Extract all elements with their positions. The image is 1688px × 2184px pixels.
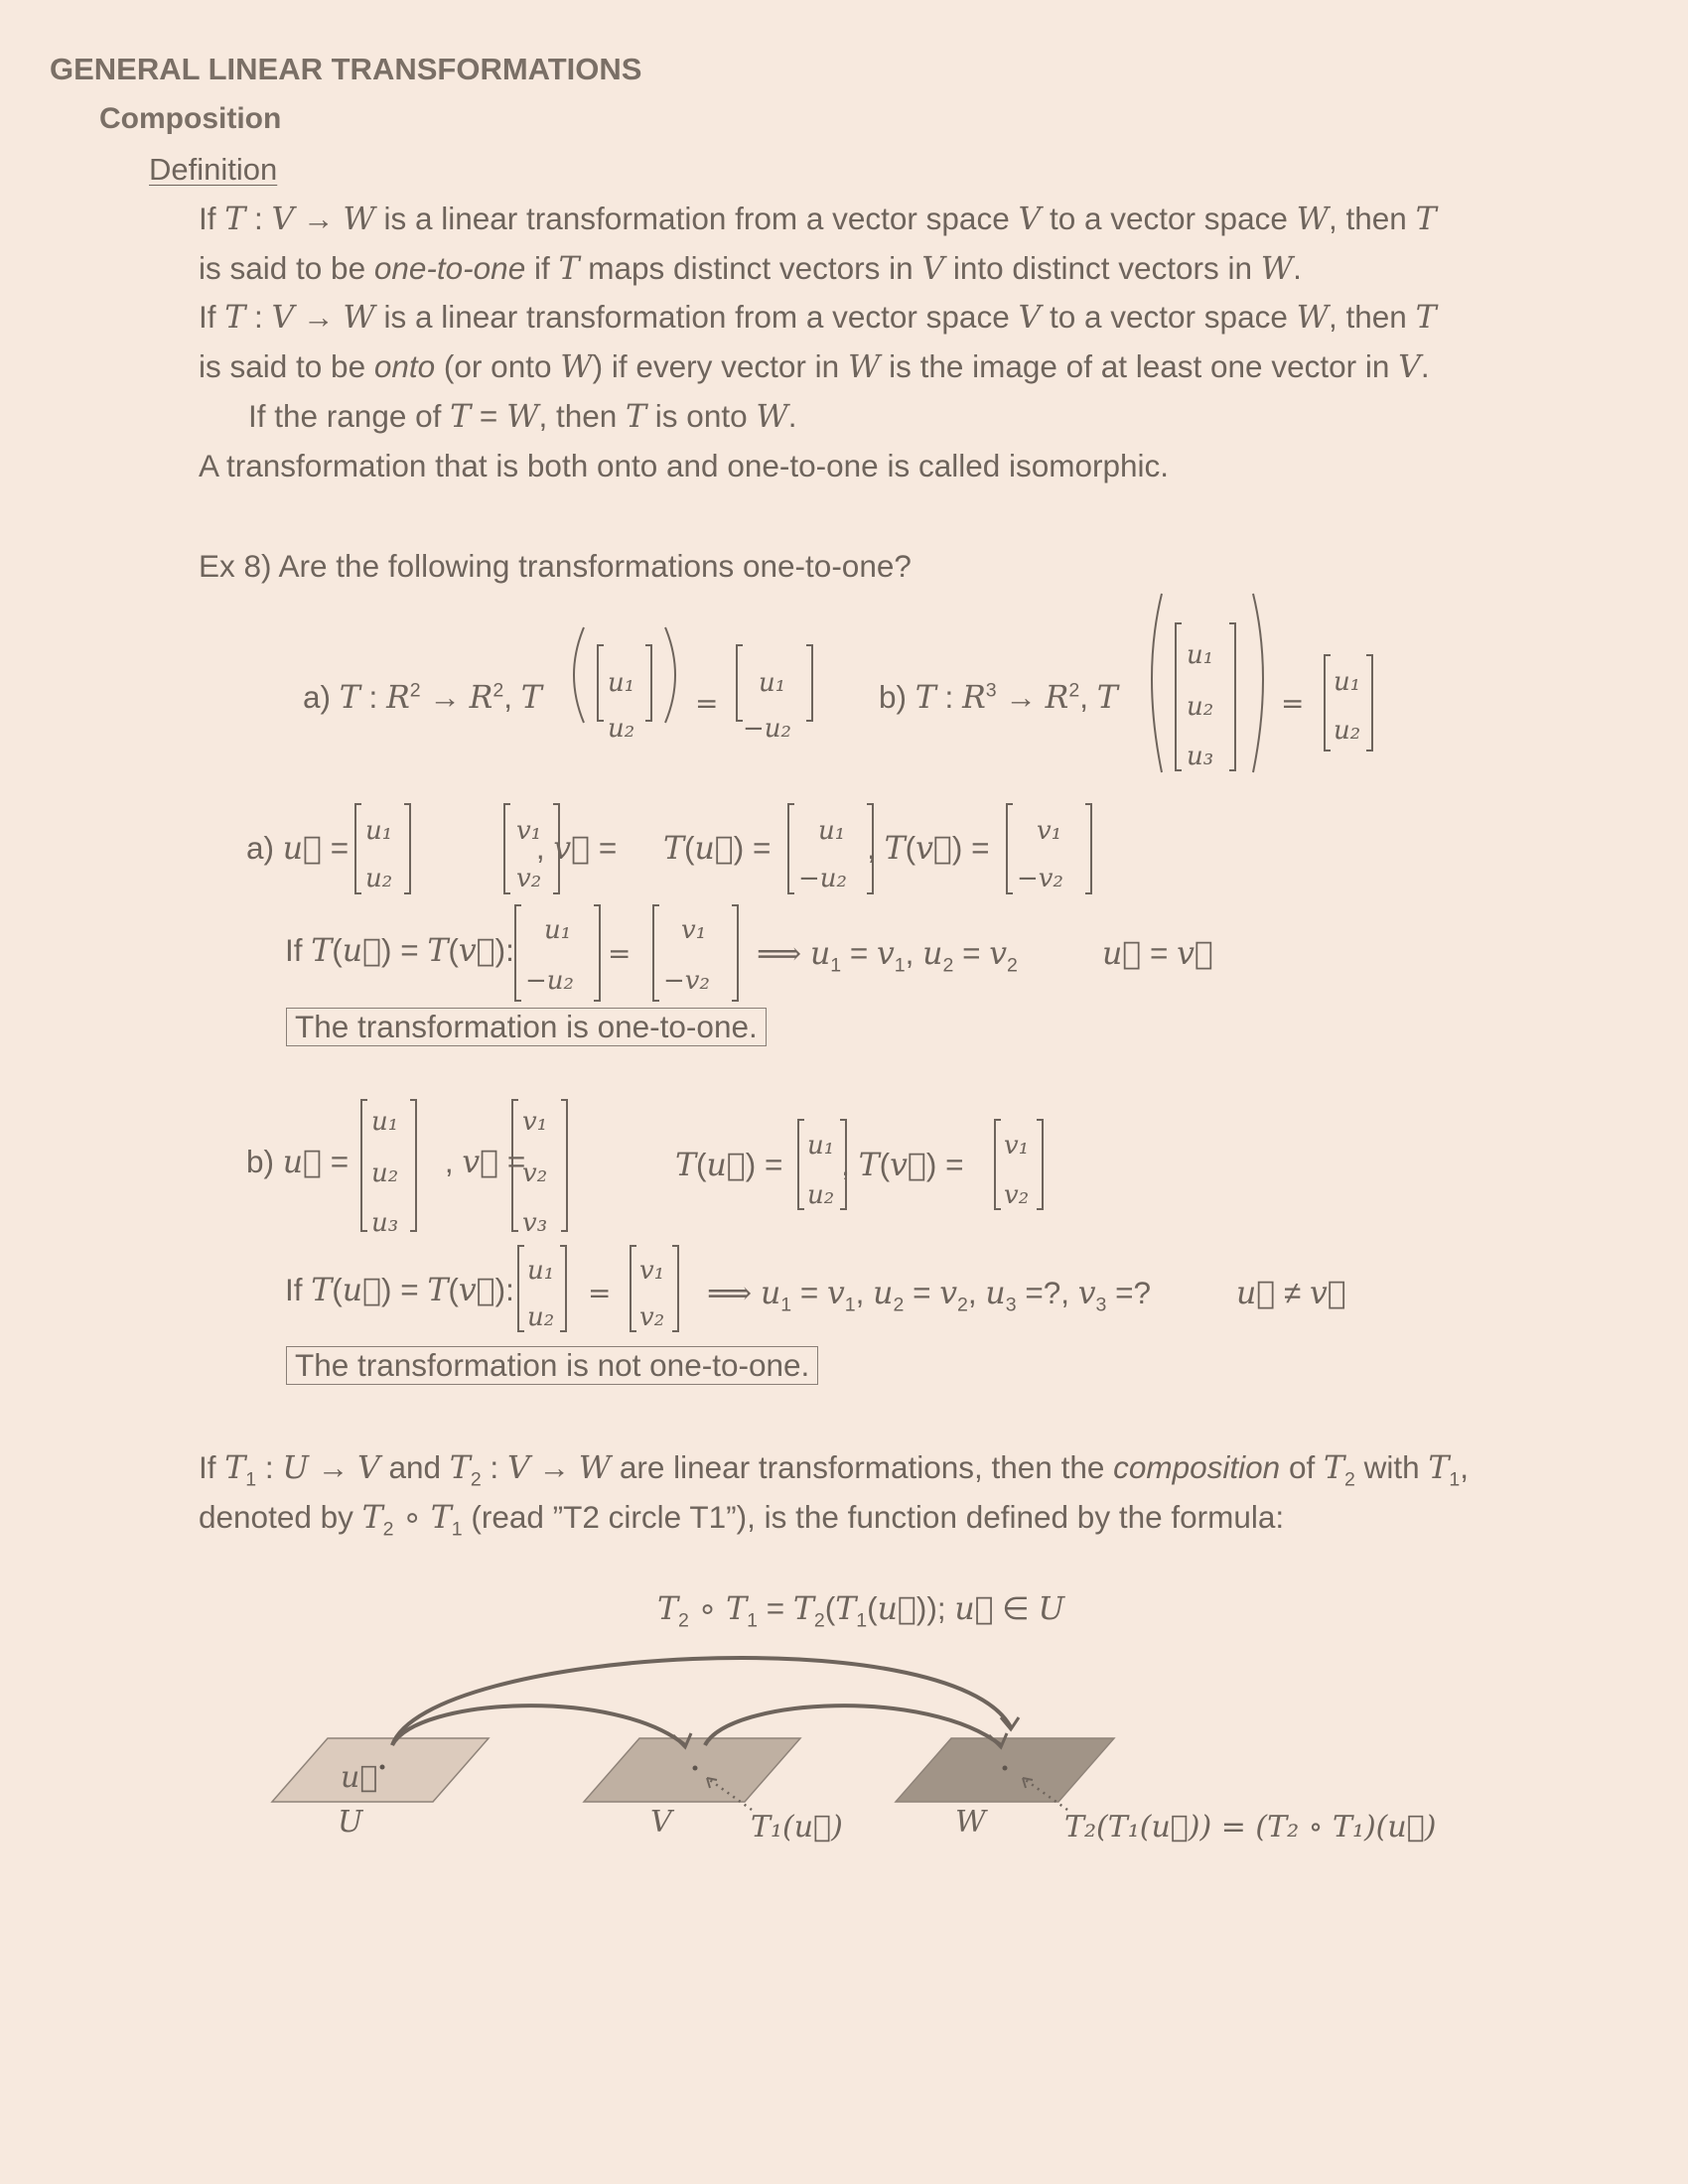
svg-text:u₁: u₁ [1187, 640, 1214, 670]
svg-text:v₂: v₂ [1004, 1180, 1030, 1210]
composition-formula: $T_2$ ∘ $T_1$ = $T_2(T_1(u⃗))$; u⃗ ∈ U [657, 1590, 1065, 1632]
solution-a-result: u⃗ = v⃗ [1102, 935, 1213, 972]
composition-diagram [0, 1648, 1688, 1866]
svg-text:−u₂: −u₂ [798, 864, 847, 893]
svg-text:u₁: u₁ [818, 816, 846, 846]
svg-text:u₁: u₁ [1334, 667, 1361, 697]
svg-text:u₁: u₁ [371, 1107, 399, 1137]
plane-U [272, 1738, 489, 1802]
svg-text:u₃: u₃ [1187, 742, 1214, 771]
solution-b-images: T(u⃗) = , T(v⃗) = [675, 1147, 964, 1183]
svg-text:−u₂: −u₂ [525, 966, 574, 996]
svg-text:v₂: v₂ [639, 1302, 665, 1332]
svg-text:−v₂: −v₂ [663, 966, 710, 996]
svg-text:v₁: v₁ [522, 1107, 548, 1137]
u-vector-label: u⃗ [341, 1760, 378, 1795]
T2-T1-u-label: T₂(T₁(u⃗)) = (T₂ ∘ T₁)(u⃗) [1064, 1810, 1437, 1844]
svg-text:u₂: u₂ [807, 1180, 835, 1210]
svg-text:=: = [608, 937, 632, 970]
solution-a-conclusion: The transformation is one-to-one. [286, 1008, 767, 1046]
svg-text:v₁: v₁ [516, 816, 542, 846]
svg-text:u₁: u₁ [527, 1256, 555, 1286]
example-a-map: a) T : $R^2 \to R^2$, T [303, 679, 542, 716]
space-W-label: W [955, 1805, 986, 1840]
composition-definition-line1: If $T_1$ : U → V and $T_2$ : V → W are linear transformations, then the composition of $T_2$ with $T_1$, [199, 1449, 1470, 1491]
svg-text:v₂: v₂ [522, 1159, 548, 1188]
svg-text:u₁: u₁ [544, 915, 572, 945]
example-b-map: b) T : $R^3 \to R^2$, T [879, 679, 1118, 716]
svg-text:−u₂: −u₂ [743, 714, 791, 744]
svg-text:=: = [695, 687, 719, 720]
svg-text:−v₂: −v₂ [1017, 864, 1063, 893]
definition-onto-line3: If the range of T = W, then T is onto W. [248, 398, 797, 435]
svg-text:u₂: u₂ [527, 1302, 555, 1332]
subsection-heading: Definition [149, 152, 278, 187]
space-U-label: U [338, 1805, 363, 1840]
svg-text:u₂: u₂ [608, 714, 635, 744]
svg-text:u₁: u₁ [365, 816, 393, 846]
svg-text:u₂: u₂ [1334, 716, 1361, 746]
definition-onto-line1: If T : V → W is a linear transformation from a vector space V to a vector space W, then T [199, 299, 1437, 336]
definition-one-to-one-line1: If T : V → W is a linear transformation from a vector space V to a vector space W, then T [199, 201, 1437, 237]
example-statements [0, 586, 1688, 784]
svg-text:v₂: v₂ [516, 864, 542, 893]
example-question: Ex 8) Are the following transformations one-to-one? [199, 548, 912, 584]
example-a-label: a) [303, 679, 332, 715]
solution-b-vectors: b) u⃗ = , v⃗ = [246, 1144, 526, 1180]
solution-a-if: If T(u⃗) = T(v⃗): [285, 932, 514, 969]
svg-text:u₁: u₁ [807, 1131, 835, 1160]
svg-text:u₂: u₂ [1187, 692, 1214, 722]
svg-text:u₃: u₃ [371, 1208, 399, 1238]
svg-text:v₃: v₃ [522, 1208, 548, 1238]
arrow-composition [392, 1658, 1011, 1745]
svg-text:u₂: u₂ [365, 864, 393, 893]
solution-b-implication: ⟹ $u_1 = v_1$, $u_2 = v_2$, $u_3$ =?, $v_3$ =? [707, 1275, 1152, 1316]
isomorphic-statement: A transformation that is both onto and one-to-one is called isomorphic. [199, 448, 1170, 483]
definition-one-to-one-line2: is said to be one-to-one if T maps distinct vectors in V into distinct vectors in W. [199, 250, 1302, 287]
svg-text:u₁: u₁ [608, 668, 635, 698]
solution-a-images: T(u⃗) = , T(v⃗) = [663, 830, 990, 867]
svg-text:v₁: v₁ [1004, 1131, 1030, 1160]
solution-a-vectors: a) u⃗ = , v⃗ = [246, 830, 618, 867]
svg-text:v₁: v₁ [1037, 816, 1062, 846]
solution-b-if: If T(u⃗) = T(v⃗): [285, 1272, 514, 1308]
svg-text:v₁: v₁ [681, 915, 707, 945]
solution-b-conclusion: The transformation is not one-to-one. [286, 1346, 818, 1385]
solution-a-implication: ⟹ $u_1 = v_1$, $u_2 = v_2$ [757, 935, 1018, 977]
svg-text:=: = [1281, 687, 1305, 720]
solution-a-math [0, 794, 1688, 1013]
T1-u-label: T₁(u⃗) [751, 1810, 843, 1844]
page-title: GENERAL LINEAR TRANSFORMATIONS [50, 52, 642, 86]
plane-V [584, 1738, 800, 1802]
definition-onto-line2: is said to be onto (or onto W) if every vector in W is the image of at least one vector in V. [199, 348, 1430, 385]
svg-text:=: = [588, 1277, 612, 1309]
svg-text:v₁: v₁ [639, 1256, 665, 1286]
svg-text:u₂: u₂ [371, 1159, 399, 1188]
svg-text:u₁: u₁ [759, 668, 786, 698]
composition-definition-line2: denoted by $T_2$ ∘ $T_1$ (read ”T2 circle T1”), is the function defined by the formula: [199, 1499, 1285, 1541]
solution-b-result: u⃗ ≠ v⃗ [1236, 1275, 1346, 1311]
section-heading: Composition [99, 102, 282, 135]
space-V-label: V [650, 1805, 672, 1840]
example-b-label: b) [879, 679, 908, 715]
